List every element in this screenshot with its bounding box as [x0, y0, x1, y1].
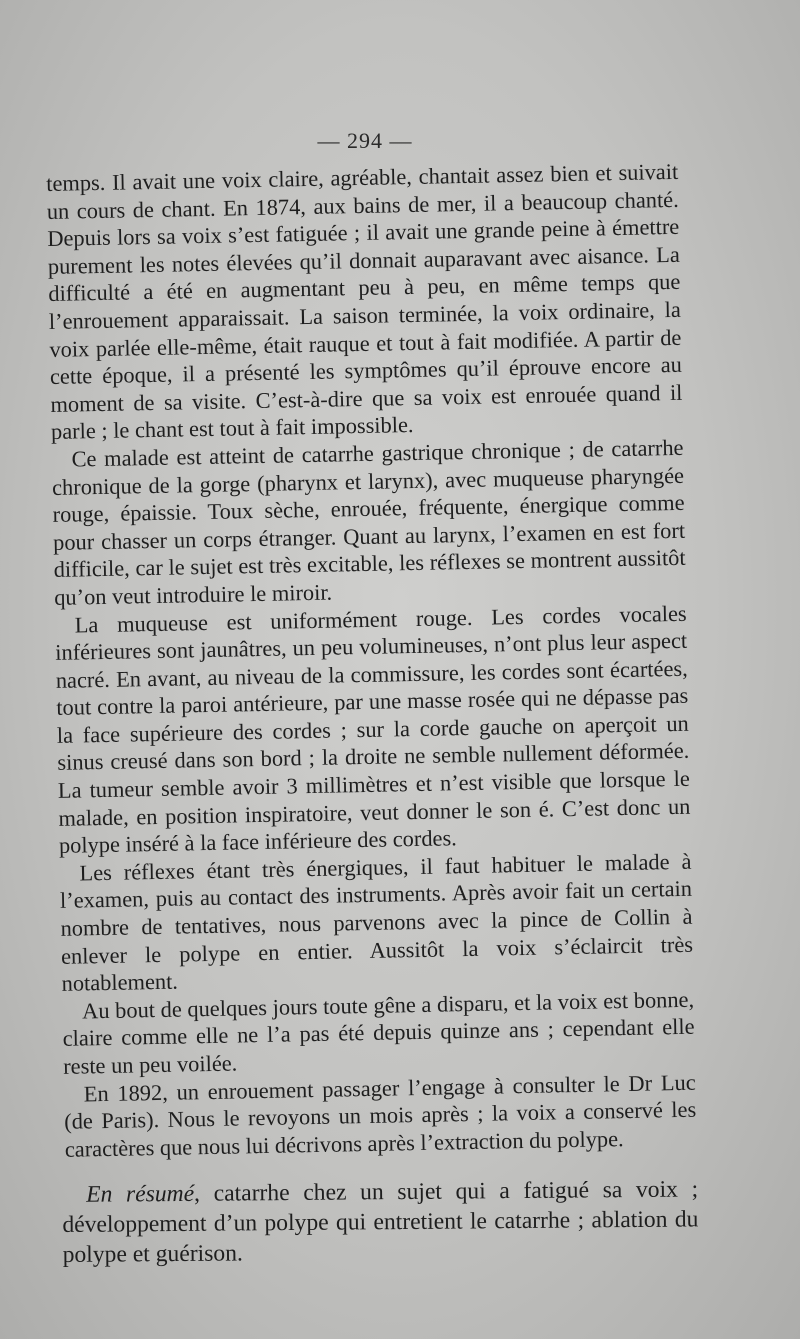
paragraph-followup: En 1892, un enrouement passager l’engage à consulter le Dr Luc (de Paris). Nous le revoyons un mois après ; la voix a conservé les caractères que nous lui décrivons après l’extraction du polype. [64, 1069, 697, 1162]
paragraph-continuation: temps. Il avait une voix claire, agréable, chantait assez bien et suivait un cours de chant. En 1874, aux bains de mer, il a beaucoup chanté. Depuis lors sa voix s’est fatiguée ; il avait une grande peine à émettre purement les notes élevées qu’il donnait auparavant avec aisance. La difficulté a été en augmentant peu à peu, en même temps que l’enrouement apparaissait. La saison terminée, la voix ordinaire, la voix parlée elle-même, était rauque et tout à fait modifiée. A partir de cette époque, il a présenté les symptômes qu’il éprouve encore au moment de sa visite. C’est-à-dire que sa voix est enrouée quand il parle ; le chant est tout à fait impossible. [46, 158, 683, 445]
paragraph-treatment: Les réflexes étant très énergiques, il faut habituer le malade à l’examen, puis au contact des instruments. Après avoir fait un certain nombre de tentatives, nous parvenons avec la pince de Collin à enlever le polype en entier. Aussitôt la voix s’éclaircit très notablement. [59, 848, 694, 997]
summary-paragraph [62, 1174, 699, 1270]
paragraph-examination: La muqueuse est uniformément rouge. Les cordes vocales inférieures sont jaunâtres, un peu volumineuses, n’ont plus leur aspect nacré. En avant, au niveau de la commissure, les cordes sont écartées, tout contre la paroi antérieure, par une masse rosée qui ne dépasse pas la face supérieure des cordes ; sur la corde gauche on aperçoit un sinus creusé dans son bord ; la droite ne semble nullement déformée. La tumeur semble avoir 3 millimètres et n’est visible que lorsque le malade, en position inspiratoire, veut donner le son é. C’est donc un polype inséré à la face inférieure des cordes. [55, 600, 691, 859]
paragraph-recovery: Au bout de quelques jours toute gêne a disparu, et la voix est bonne, claire comme elle ne l’a pas été depuis quinze ans ; cependant elle reste un peu voilée. [62, 986, 695, 1079]
summary-text: , catarrhe chez un sujet qui a fatigué sa voix ; développement d’un polype qui entretient le catarrhe ; ablation du polype et guérison. [62, 1176, 699, 1268]
body-text [46, 158, 697, 1163]
paragraph-diagnosis: Ce malade est atteint de catarrhe gastrique chronique ; de catarrhe chronique de la gorge (pharynx et larynx), avec muqueuse pharyngée rouge, épaissie. Toux sèche, enrouée, fréquente, énergique comme pour chasser un corps étranger. Quant au larynx, l’examen en est fort difficile, car le sujet est très excitable, les réflexes se montrent aussitôt qu’on veut introduire le miroir. [51, 434, 686, 610]
page-number: — 294 — [317, 128, 413, 153]
summary-lead: En résumé [86, 1180, 195, 1208]
